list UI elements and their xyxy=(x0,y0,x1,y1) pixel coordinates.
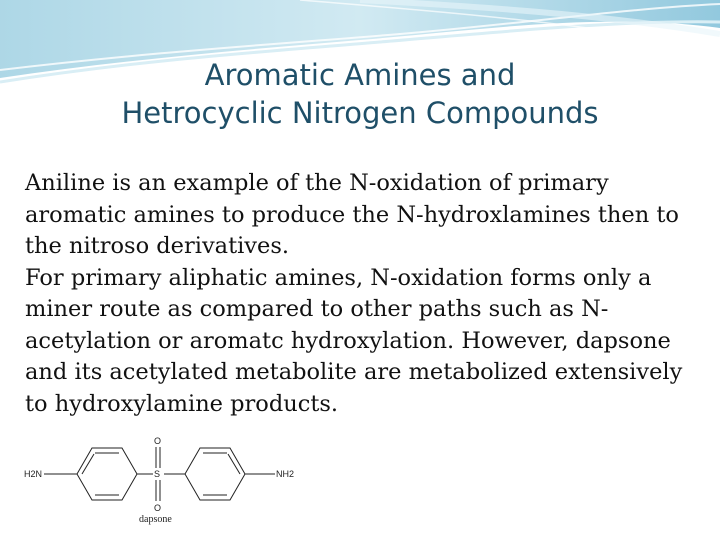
right-benzene-ring xyxy=(185,448,245,500)
slide-title xyxy=(40,56,680,132)
body-paragraph-2: For primary aliphatic amines, N-oxidation forms only a miner route as compared to other paths such as N-acetylation or aromatc hydroxylation. However, dapsone and its acetylated metabolite are metabolized extensively to hydroxylamine products. xyxy=(25,264,683,417)
left-benzene-ring xyxy=(77,448,137,500)
amine-group-right: NH2 xyxy=(276,469,295,479)
structure-caption: dapsone xyxy=(139,514,172,525)
slide-body xyxy=(25,168,705,420)
sulfur-atom: S xyxy=(154,469,161,479)
amine-group-left: H2N xyxy=(24,469,43,479)
oxygen-top: O xyxy=(154,436,162,446)
oxygen-bottom: O xyxy=(154,503,162,513)
body-paragraph-1: Aniline is an example of the N-oxidation of primary aromatic amines to produce the N-hydroxlamines then to the nitroso derivatives. xyxy=(25,170,679,259)
slide-title-line-1: Aromatic Amines and xyxy=(204,58,516,92)
dapsone-structure-diagram xyxy=(0,430,320,540)
slide-title-line-2: Hetrocyclic Nitrogen Compounds xyxy=(121,96,599,130)
